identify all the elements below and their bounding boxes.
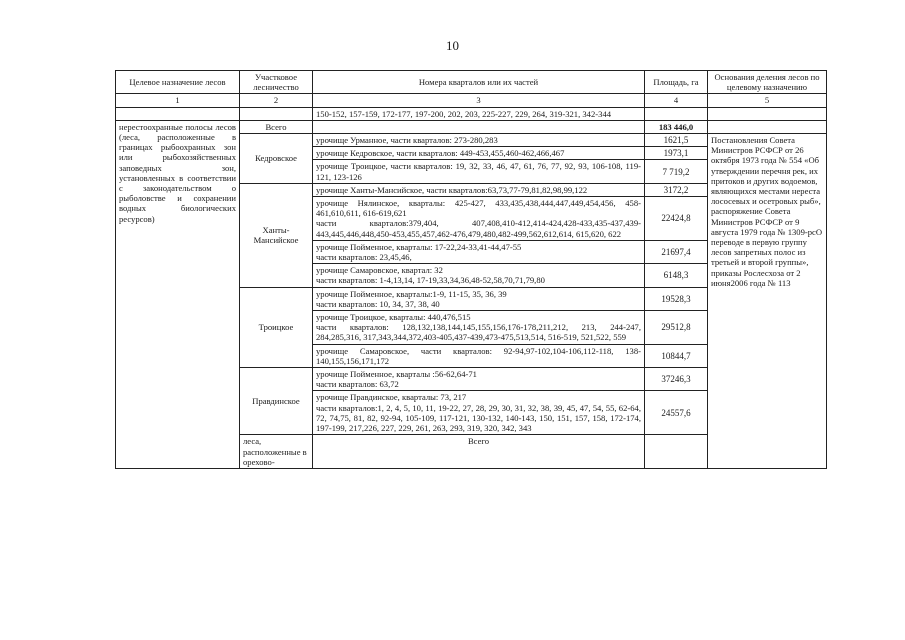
quarters-parts-line: части кварталов: 10, 34, 37, 38, 40 bbox=[316, 298, 440, 309]
section1-total-row bbox=[116, 120, 827, 133]
area-cell: 3172,2 bbox=[645, 183, 708, 196]
area-cell: 24557,6 bbox=[645, 391, 708, 435]
section1-basis: Постановления Совета Министров РСФСР от 26 октября 1973 года № 554 «Об утверждении перечня рек, их притоков и других водоемов, являющихся местами нереста лососевых и осетровых рыб», распоряжение Совета Министров РСФСР от 9 августа 1979 года № 1309-рсО переводе в первую группу лесов запретных полос из третьей и второй группы», приказы Рослесхоза от 2 июня2006 года № 113 bbox=[708, 134, 827, 469]
quarters-parts-line: части кварталов:1, 2, 4, 5, 10, 11, 19-22, 27, 28, 29, 30, 31, 32, 38, 39, 45, 47, 54, 55, 62-64, 72, 74,75, 81, 82, 92-94, 105-109, 117-121, 130-132, 140-143, 150, 151, 157, 158, 172-174, 197-199, 217,226, 227, 229, 261, 263, 293, 319, 320, 342, 343 bbox=[316, 402, 641, 434]
quarters-parts-line: части кварталов: 128,132,138,144,145,155,156,176-178,211,212, 213, 244-247, 284,285,316, 317,343,344,372,403-405,437-439,473-475,513,514, 516-519, 521,522, 559 bbox=[316, 322, 641, 343]
col-number: 4 bbox=[645, 94, 708, 107]
area-cell: 1973,1 bbox=[645, 147, 708, 160]
section1-total-area: 183 446,0 bbox=[645, 120, 708, 133]
quarters-parts-line: части кварталов: 63,72 bbox=[316, 379, 399, 390]
quarters-cell bbox=[313, 368, 645, 391]
header-basis: Основания деления лесов по целевому назначению bbox=[708, 71, 827, 94]
quarters-parts-line: части кварталов:379,404, 407,408,410-412,414-424,428-433,435-437,439-443,445,446,448,450-453,455,457,462-476,479,480,482-499,562,612,614, 615,620, 622 bbox=[316, 218, 641, 239]
area-cell: 1621,5 bbox=[645, 134, 708, 147]
area-cell: 6148,3 bbox=[645, 264, 708, 287]
section1-purpose: нерестоохранные полосы лесов (леса, расположенные в границах рыбоохранных зон или рыбохозяйственных заповедных зон, установленных в соответствии с законодательством о рыболовстве и сохранении водных биологических ресурсов) bbox=[116, 120, 240, 468]
quarters-cell: урочище Урманное, части кварталов: 273-280,283 bbox=[313, 134, 645, 147]
area-cell: 37246,3 bbox=[645, 368, 708, 391]
quarters-cell: урочище Самаровское, части кварталов: 92-94,97-102,104-106,112-118, 138-140,155,156,171,172 bbox=[313, 344, 645, 367]
area-cell: 22424,8 bbox=[645, 197, 708, 241]
quarters-line: урочище Пойменное, кварталы:1-9, 11-15, 35, 36, 39 bbox=[316, 288, 507, 299]
section2-total-label: Всего bbox=[313, 435, 645, 469]
continued-row bbox=[116, 107, 827, 120]
forestry-name: Кедровское bbox=[240, 134, 313, 184]
section2-purpose: леса, расположенные в орехово- bbox=[240, 435, 313, 469]
area-cell: 29512,8 bbox=[645, 311, 708, 345]
forestry-name: Ханты-Мансийское bbox=[240, 183, 313, 287]
quarters-cell bbox=[313, 391, 645, 435]
quarters-line: урочище Самаровское, квартал: 32 bbox=[316, 265, 443, 276]
area-cell: 10844,7 bbox=[645, 344, 708, 367]
area-cell: 21697,4 bbox=[645, 240, 708, 263]
quarters-cell bbox=[313, 287, 645, 310]
quarters-line: урочище Троицкое, кварталы: 440,476,515 bbox=[316, 312, 471, 323]
col-number: 1 bbox=[116, 94, 240, 107]
quarters-cell: урочище Ханты-Мансийское, части кварталов:63,73,77-79,81,82,98,99,122 bbox=[313, 183, 645, 196]
forest-purpose-table bbox=[115, 70, 827, 469]
header-row bbox=[116, 71, 827, 94]
quarters-line: урочище Нялинское, кварталы: 425-427, 433,435,438,444,447,449,454,456, 458-461,610,611, 616-619,621 bbox=[316, 198, 641, 219]
col-number: 2 bbox=[240, 94, 313, 107]
area-cell: 19528,3 bbox=[645, 287, 708, 310]
page-number: 10 bbox=[446, 38, 459, 53]
quarters-line: урочище Пойменное, кварталы :56-62,64-71 bbox=[316, 369, 477, 380]
quarters-cell bbox=[313, 240, 645, 263]
quarters-cell: урочище Троицкое, части кварталов: 19, 32, 33, 46, 47, 61, 76, 77, 92, 93, 106-108, 119-121, 123-126 bbox=[313, 160, 645, 183]
forestry-name: Троицкое bbox=[240, 287, 313, 367]
col-number: 5 bbox=[708, 94, 827, 107]
column-numbers-row bbox=[116, 94, 827, 107]
header-area: Площадь, га bbox=[645, 71, 708, 94]
quarters-cell bbox=[313, 264, 645, 287]
quarters-line: урочище Правдинское, кварталы: 73, 217 bbox=[316, 392, 467, 403]
forestry-name: Правдинское bbox=[240, 368, 313, 435]
quarters-cell: урочище Кедровское, части кварталов: 449-453,455,460-462,466,467 bbox=[313, 147, 645, 160]
col-number: 3 bbox=[313, 94, 645, 107]
header-purpose: Целевое назначение лесов bbox=[116, 71, 240, 94]
quarters-line: урочище Пойменное, кварталы: 17-22,24-33,41-44,47-55 bbox=[316, 241, 522, 252]
area-cell: 7 719,2 bbox=[645, 160, 708, 183]
quarters-parts-line: части кварталов: 1-4,13,14, 17-19,33,34,36,48-52,58,70,71,79,80 bbox=[316, 275, 545, 286]
section1-total-label: Всего bbox=[240, 120, 313, 133]
quarters-cell bbox=[313, 197, 645, 241]
header-quarters: Номера кварталов или их частей bbox=[313, 71, 645, 94]
quarters-cell bbox=[313, 311, 645, 345]
quarters-parts-line: части кварталов: 23,45,46, bbox=[316, 252, 412, 263]
header-forestry: Участковое лесничество bbox=[240, 71, 313, 94]
continued-quarters: 150-152, 157-159, 172-177, 197-200, 202, 203, 225-227, 229, 264, 319-321, 342-344 bbox=[313, 107, 645, 120]
